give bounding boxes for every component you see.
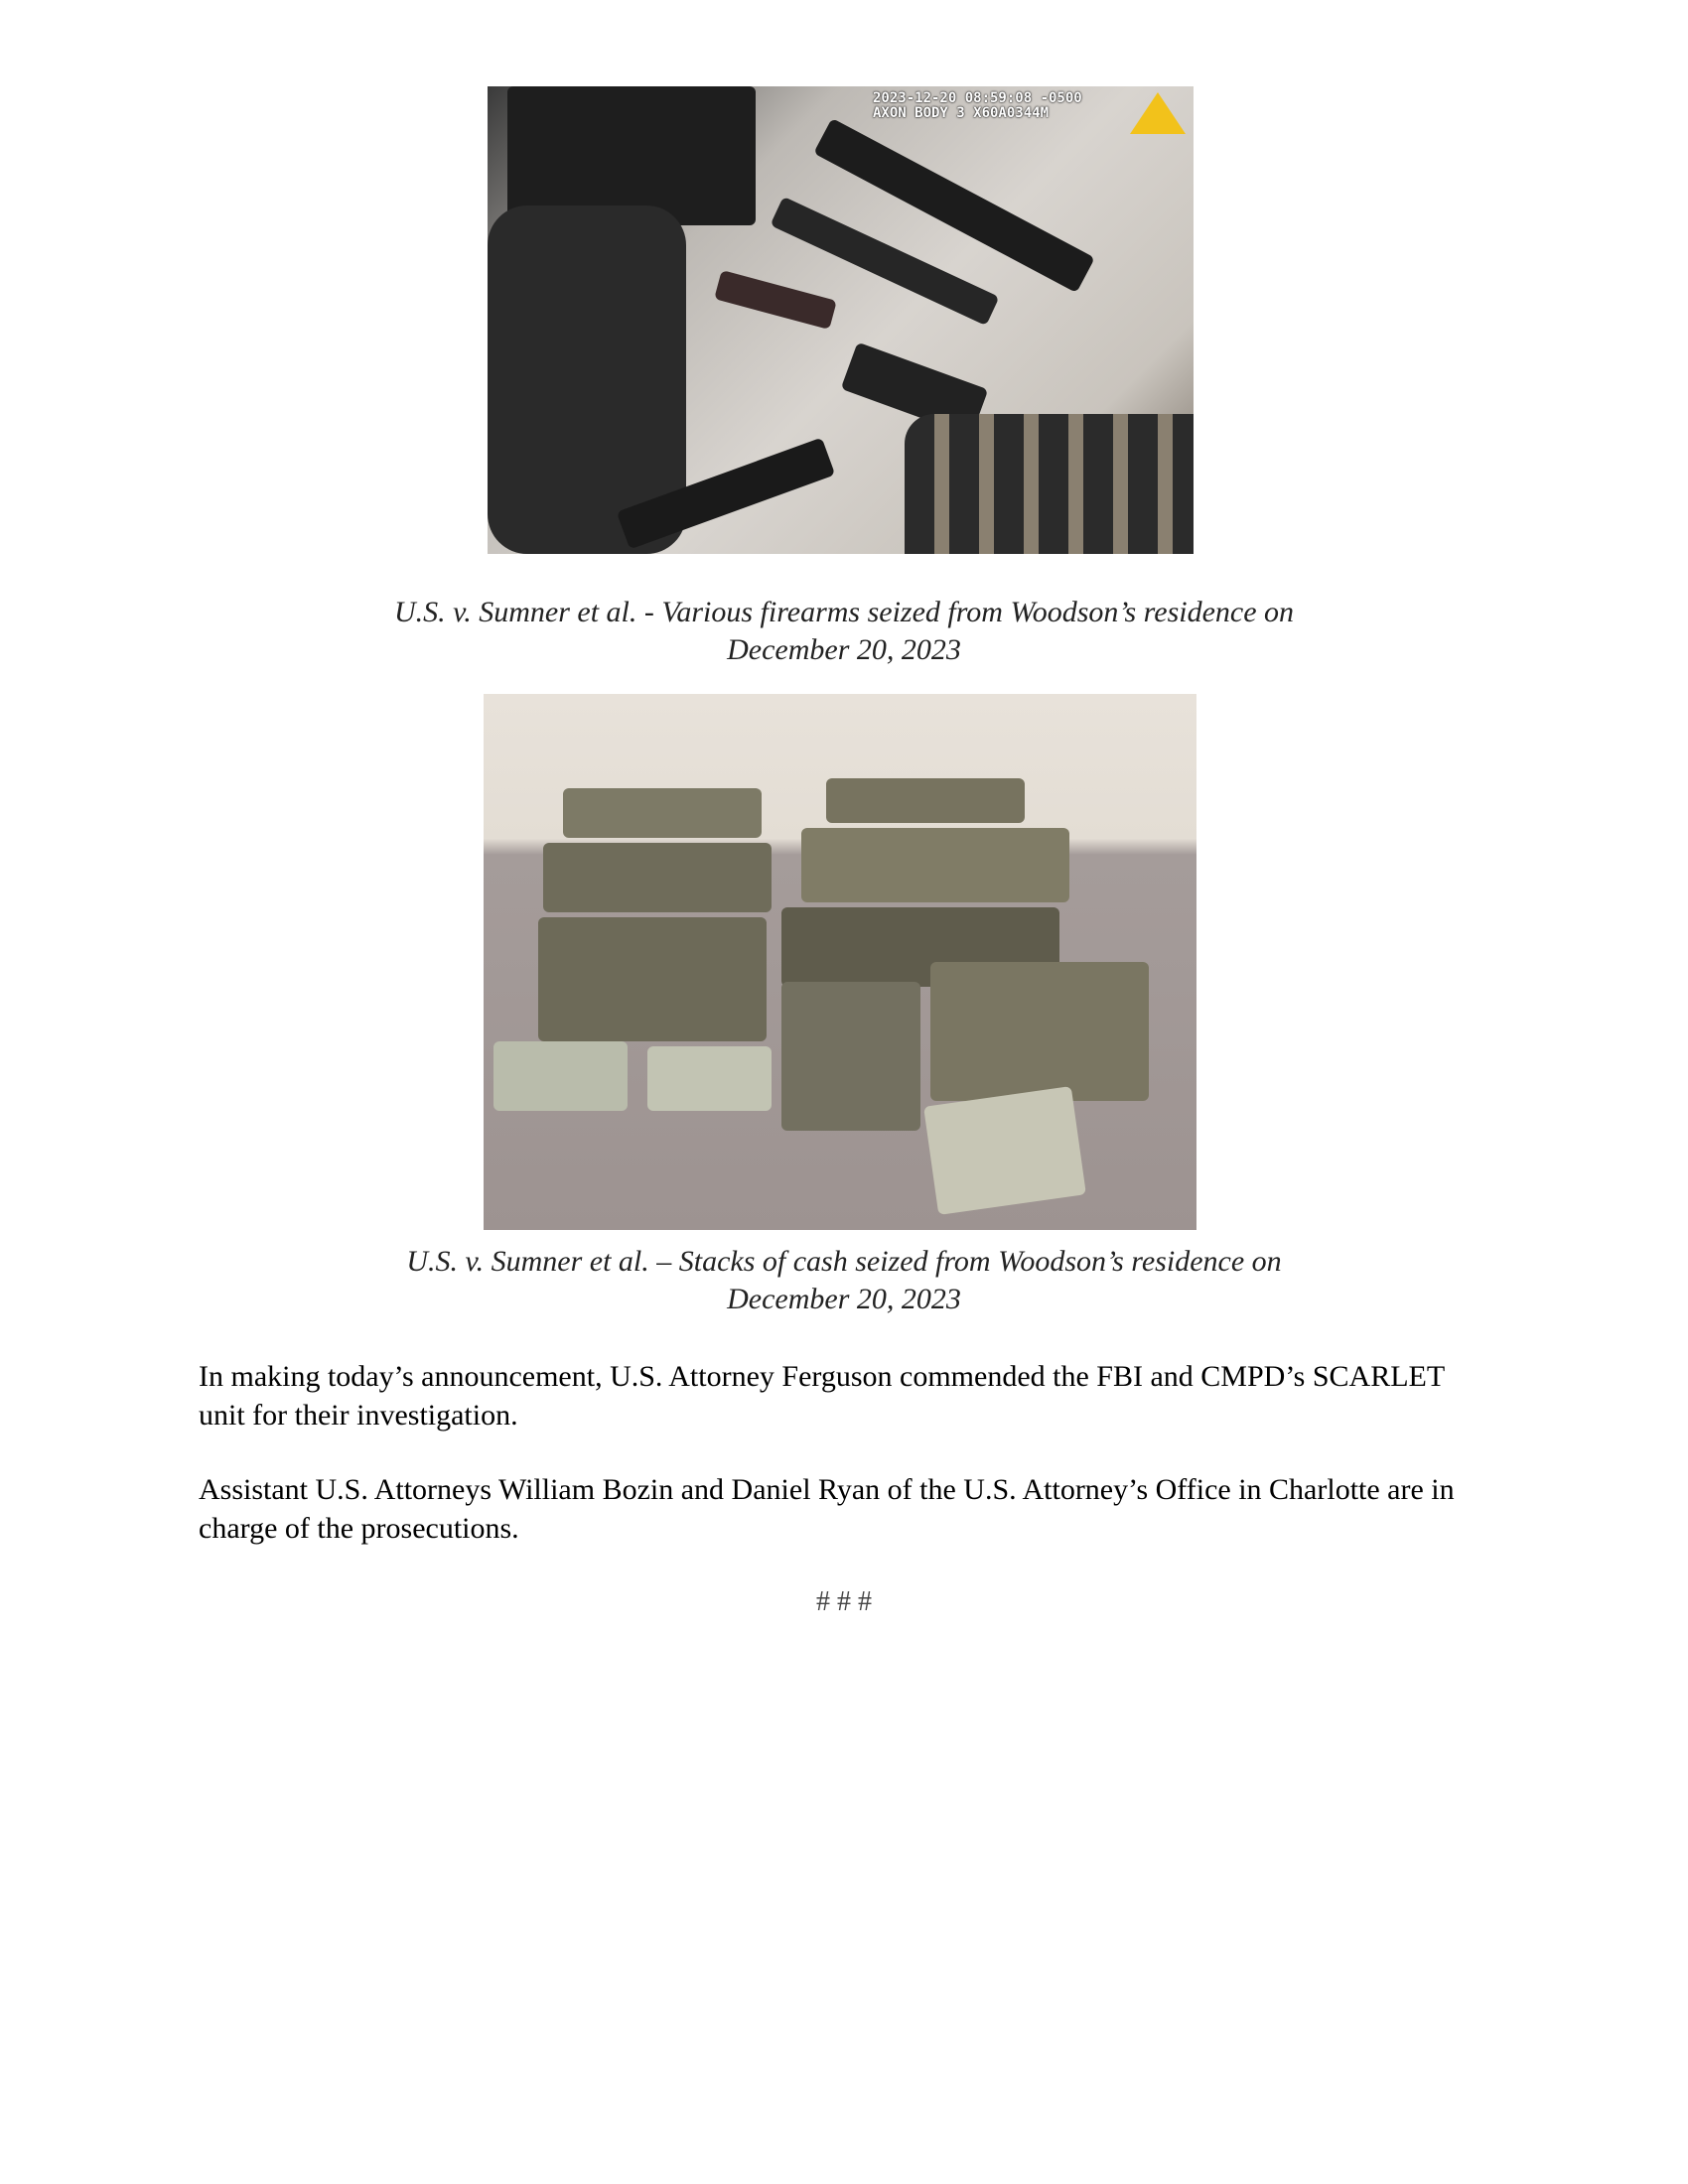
cash-bundle: [538, 917, 767, 1041]
cash-bundle: [930, 962, 1149, 1101]
firearms-photo: [488, 86, 1194, 554]
bodycam-timestamp: [873, 91, 1082, 121]
prosecutors-paragraph: Assistant U.S. Attorneys William Bozin and Daniel Ryan of the U.S. Attorney’s Office in Charlotte are in charge of the prosecutions.: [199, 1473, 1455, 1545]
rifle: [813, 118, 1095, 293]
plaid-sleeve: [905, 414, 1194, 554]
cash-bundle: [543, 843, 772, 912]
announcement-paragraph: In making today’s announcement, U.S. Attorney Ferguson commended the FBI and CMPD’s SCARLET unit for their investigation.: [199, 1360, 1445, 1432]
caption-line: U.S. v. Sumner et al. – Stacks of cash seized from Woodson’s residence on: [406, 1245, 1282, 1278]
cash-photo: [484, 694, 1196, 1230]
cash-bundle: [781, 982, 920, 1131]
caption-line: December 20, 2023: [727, 633, 961, 666]
cash-bundle: [563, 788, 762, 838]
timestamp-line: 2023-12-20 08:59:08 -0500: [873, 90, 1082, 106]
hundred-dollar-bills: [923, 1086, 1086, 1215]
camera-id-line: AXON BODY 3 X60A0344M: [873, 105, 1050, 121]
caption-line: December 20, 2023: [727, 1283, 961, 1315]
cash-bundle: [801, 828, 1069, 902]
one-dollar-bills: [647, 1046, 772, 1111]
cash-caption: [0, 1243, 1688, 1318]
caption-line: U.S. v. Sumner et al. - Various firearms seized from Woodson’s residence on: [393, 596, 1295, 628]
gun-case: [507, 86, 756, 225]
end-mark: # # #: [816, 1586, 872, 1617]
axon-logo-icon: [1130, 92, 1186, 134]
firearms-caption: [0, 594, 1688, 669]
pistol: [714, 270, 837, 330]
hundred-dollar-bills: [493, 1041, 628, 1111]
cash-bundle: [826, 778, 1025, 823]
